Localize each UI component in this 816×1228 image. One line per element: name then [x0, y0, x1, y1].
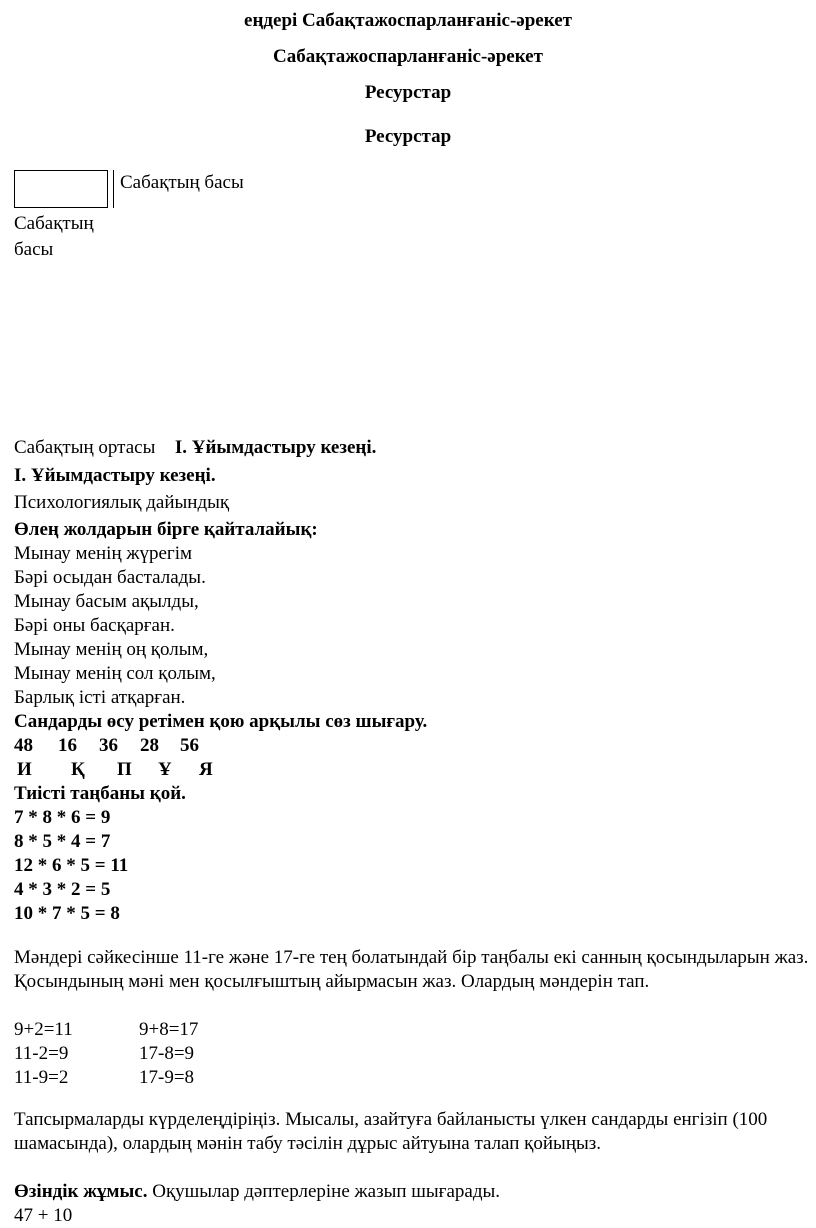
heading-3: Ресурстар: [364, 82, 452, 103]
start-label-left-line1: Сабақтың: [14, 213, 94, 234]
empty-table-cell: [14, 170, 108, 208]
equation: 8 * 5 * 4 = 7: [14, 831, 111, 852]
start-label-right: Сабақтың басы: [120, 172, 244, 193]
signs-title: Тиісті таңбаны қой.: [14, 783, 186, 804]
complex-paragraph: Тапсырмаларды күрделеңдіріңіз. Мысалы, азайтуға байланысты үлкен сандарды енгізіп (100 шамасында), олардың мәнін табу тәсілін дұрыс айтуына талап қойыңыз.: [14, 1109, 768, 1154]
stage-title: І. Ұйымдастыру кезеңі.: [14, 465, 216, 486]
heading-1: еңдері Сабақтажоспарланғаніс-әрекет: [244, 10, 572, 31]
sort-title: Сандарды өсу ретімен қою арқылы сөз шығару.: [14, 711, 428, 732]
task-col2-line: 17-9=8: [139, 1067, 195, 1088]
task-col1-line: 11-2=9: [14, 1043, 69, 1064]
task-col1-line: 9+2=11: [14, 1019, 73, 1040]
number-cell: 36: [99, 735, 118, 756]
letter-cell: П: [117, 759, 132, 780]
middle-label-line: [14, 436, 376, 460]
number-cell: 28: [140, 735, 159, 756]
equation: 10 * 7 * 5 = 8: [14, 903, 120, 924]
independent-label: Өзіндік жұмыс.: [14, 1181, 148, 1202]
poem-line: Бәрі оны басқарған.: [14, 615, 175, 636]
heading-2: Сабақтажоспарланғаніс-әрекет: [273, 46, 543, 67]
poem-title: Өлең жолдарын бірге қайталайық:: [14, 519, 318, 540]
independent-expression: 47 + 10: [14, 1205, 73, 1226]
poem-line: Барлық істі атқарған.: [14, 687, 186, 708]
poem-line: Мынау менің жүрегім: [14, 543, 193, 564]
task-col2-line: 17-8=9: [139, 1043, 195, 1064]
poem-line: Мынау менің сол қолым,: [14, 663, 216, 684]
task-col2-line: 9+8=17: [139, 1019, 199, 1040]
middle-label: Сабақтың ортасы: [14, 437, 156, 458]
equation: 4 * 3 * 2 = 5: [14, 879, 111, 900]
cell-divider: [113, 170, 114, 208]
letter-cell: Қ: [71, 759, 85, 780]
letter-cell: И: [17, 759, 32, 780]
poem-line: Мынау басым ақылды,: [14, 591, 199, 612]
independent-line: [14, 1180, 500, 1204]
poem-line: Бәрі осыдан басталады.: [14, 567, 206, 588]
equation: 7 * 8 * 6 = 9: [14, 807, 111, 828]
psych-prep: Психологиялық дайындық: [14, 492, 230, 513]
letter-cell: Я: [199, 759, 213, 780]
task-col1-line: 11-9=2: [14, 1067, 69, 1088]
task-paragraph: Мәндері сәйкесінше 11-ге және 17-ге тең болатындай бір таңбалы екі санның қосындыларын жаз. Қосындының мәні мен қосылғыштың айырмасын жаз. Олардың мәндерін тап.: [14, 947, 809, 992]
independent-text: Оқушылар дәптерлеріне жазып шығарады.: [147, 1181, 501, 1202]
number-cell: 16: [58, 735, 77, 756]
stage-inline: І. Ұйымдастыру кезеңі.: [174, 437, 377, 458]
letter-cell: Ұ: [158, 759, 172, 780]
poem-line: Мынау менің оң қолым,: [14, 639, 209, 660]
number-cell: 56: [180, 735, 199, 756]
start-label-left-line2: басы: [14, 239, 54, 260]
equation: 12 * 6 * 5 = 11: [14, 855, 129, 876]
heading-4: Ресурстар: [364, 126, 452, 147]
number-cell: 48: [14, 735, 33, 756]
